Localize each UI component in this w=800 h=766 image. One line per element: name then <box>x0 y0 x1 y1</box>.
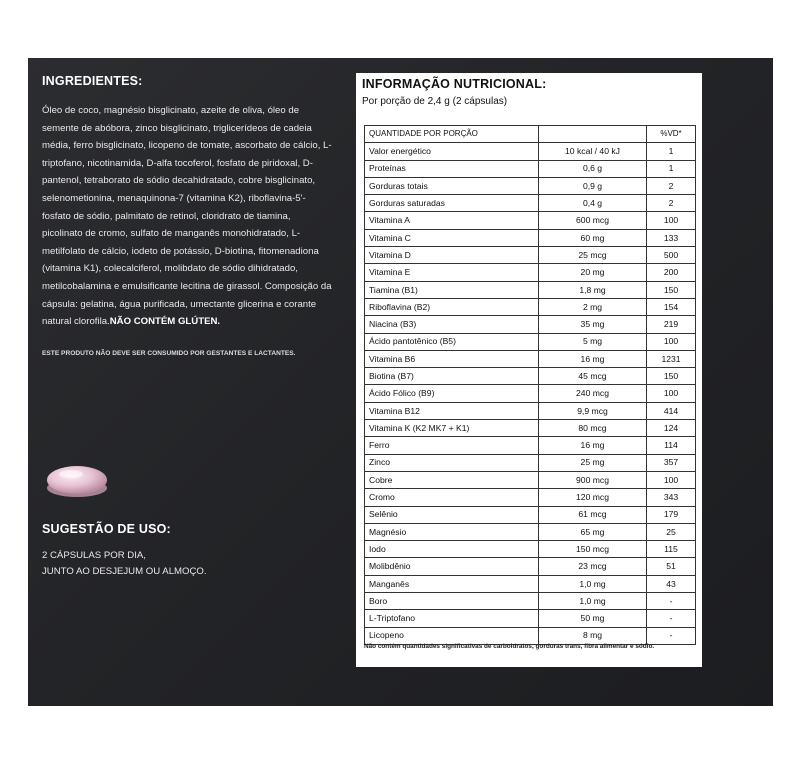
nutrient-amount: 2 mg <box>539 298 647 315</box>
nutrition-table <box>364 125 696 645</box>
ingredients-list: Óleo de coco, magnésio bisglicinato, azeite de oliva, óleo de semente de abóbora, zinco bisglicinato, triglicerídeos de cadeia média, ferro bisglicinato, licopeno de tomate, ascorbato de cálcio, L-triptofano, nicotinamida, D-alfa tocoferol, fosfato de piridoxal, D-pantenol, tetraborato de sódio decahidratado, cobre bisglicinato, selenometionina, menaquinona-7 (vitamina K2), riboflavina-5'-fosfato de sódio, palmitato de retinol, cloridrato de tiamina, picolinato de cromo, sulfato de manganês monohidratado, L-metilfolato de cálcio, iodeto de potássio, D-biotina, fitomenadiona (vitamina K1), colecalciferol, molibdato de sódio dihidratado, metilcobalamina e emulsificante lecitina de girassol. Composição da cápsula: gelatina, água purificada, umectante glicerina e corante natural clorofila. <box>42 105 332 328</box>
nutrient-amount: 35 mg <box>539 316 647 333</box>
nutrient-amount: 1,0 mg <box>539 593 647 610</box>
nutrition-row <box>365 402 696 419</box>
nutrient-amount: 25 mg <box>539 454 647 471</box>
nutrition-footnote: Não contém quantidades significativas de carboidratos, gorduras trans, fibra alimentar e sódio. <box>364 643 655 650</box>
nutrition-row <box>365 489 696 506</box>
nutrient-amount: 0,6 g <box>539 160 647 177</box>
nutrient-name: Cobre <box>365 471 539 488</box>
nutrition-row <box>365 264 696 281</box>
nutrient-vd: 25 <box>647 523 696 540</box>
header-label: QUANTIDADE POR PORÇÃO <box>365 126 539 143</box>
nutrient-amount: 5 mg <box>539 333 647 350</box>
nutrient-amount: 61 mcg <box>539 506 647 523</box>
nutrient-amount: 45 mcg <box>539 368 647 385</box>
nutrient-name: Ácido pantotênico (B5) <box>365 333 539 350</box>
nutrient-vd: 1 <box>647 143 696 160</box>
nutrition-row <box>365 177 696 194</box>
nutrient-vd: - <box>647 627 696 644</box>
nutrient-name: Niacina (B3) <box>365 316 539 333</box>
nutrient-name: L-Triptofano <box>365 610 539 627</box>
nutrient-name: Manganês <box>365 575 539 592</box>
nutrition-row <box>365 437 696 454</box>
nutrition-row <box>365 471 696 488</box>
nutrient-name: Vitamina E <box>365 264 539 281</box>
nutrient-name: Vitamina B12 <box>365 402 539 419</box>
nutrient-vd: 1 <box>647 160 696 177</box>
nutrient-name: Gorduras totais <box>365 177 539 194</box>
nutrient-vd: 100 <box>647 385 696 402</box>
nutrient-vd: 200 <box>647 264 696 281</box>
header-amount <box>539 126 647 143</box>
nutrition-row <box>365 420 696 437</box>
nutrient-name: Biotina (B7) <box>365 368 539 385</box>
nutrient-vd: 100 <box>647 333 696 350</box>
nutrient-vd: 357 <box>647 454 696 471</box>
nutrition-row <box>365 316 696 333</box>
nutrition-row <box>365 385 696 402</box>
nutrient-vd: 414 <box>647 402 696 419</box>
nutrient-vd: 124 <box>647 420 696 437</box>
nutrient-vd: 150 <box>647 281 696 298</box>
nutrient-name: Iodo <box>365 541 539 558</box>
nutrition-row <box>365 506 696 523</box>
nutrient-amount: 80 mcg <box>539 420 647 437</box>
nutrition-row <box>365 298 696 315</box>
nutrient-amount: 120 mcg <box>539 489 647 506</box>
nutrition-row <box>365 610 696 627</box>
nutrition-row <box>365 454 696 471</box>
serving-size: Por porção de 2,4 g (2 cápsulas) <box>362 96 508 107</box>
nutrition-row <box>365 541 696 558</box>
usage-title: SUGESTÃO DE USO: <box>42 522 171 536</box>
nutrient-name: Vitamina D <box>365 247 539 264</box>
nutrient-amount: 600 mcg <box>539 212 647 229</box>
nutrition-row <box>365 593 696 610</box>
nutrient-vd: - <box>647 593 696 610</box>
nutrient-amount: 0,9 g <box>539 177 647 194</box>
nutrient-amount: 16 mg <box>539 437 647 454</box>
nutrition-facts-panel <box>356 73 702 667</box>
nutrient-name: Vitamina A <box>365 212 539 229</box>
nutrient-name: Ácido Fólico (B9) <box>365 385 539 402</box>
ingredients-title: INGREDIENTES: <box>42 74 143 88</box>
nutrient-vd: 2 <box>647 177 696 194</box>
nutrient-name: Selênio <box>365 506 539 523</box>
nutrient-vd: 343 <box>647 489 696 506</box>
warning-text: ESTE PRODUTO NÃO DEVE SER CONSUMIDO POR GESTANTES E LACTANTES. <box>42 349 296 357</box>
usage-line-1: 2 CÁPSULAS POR DIA, <box>42 550 146 561</box>
nutrient-name: Riboflavina (B2) <box>365 298 539 315</box>
nutrient-vd: 133 <box>647 229 696 246</box>
nutrient-amount: 1,0 mg <box>539 575 647 592</box>
nutrition-row <box>365 229 696 246</box>
nutrient-vd: 500 <box>647 247 696 264</box>
nutrition-row <box>365 333 696 350</box>
nutrient-amount: 9,9 mcg <box>539 402 647 419</box>
nutrition-row <box>365 195 696 212</box>
nutrient-amount: 65 mg <box>539 523 647 540</box>
usage-line-2: JUNTO AO DESJEJUM OU ALMOÇO. <box>42 566 207 577</box>
nutrient-name: Licopeno <box>365 627 539 644</box>
nutrient-name: Zinco <box>365 454 539 471</box>
nutrient-amount: 23 mcg <box>539 558 647 575</box>
capsule-icon <box>44 460 110 500</box>
usage-section <box>42 522 332 580</box>
nutrient-vd: - <box>647 610 696 627</box>
nutrient-vd: 154 <box>647 298 696 315</box>
nutrient-vd: 1231 <box>647 350 696 367</box>
ingredients-text <box>42 102 332 331</box>
nutrient-name: Vitamina C <box>365 229 539 246</box>
nutrition-row <box>365 523 696 540</box>
nutrient-amount: 150 mcg <box>539 541 647 558</box>
nutrient-name: Cromo <box>365 489 539 506</box>
nutrition-row <box>365 368 696 385</box>
nutrient-amount: 16 mg <box>539 350 647 367</box>
nutrient-amount: 240 mcg <box>539 385 647 402</box>
ingredients-section <box>42 74 332 359</box>
nutrient-vd: 219 <box>647 316 696 333</box>
nutrient-vd: 115 <box>647 541 696 558</box>
nutrient-amount: 10 kcal / 40 kJ <box>539 143 647 160</box>
nutrient-amount: 1,8 mg <box>539 281 647 298</box>
nutrition-table-header <box>365 126 696 143</box>
nutrient-name: Ferro <box>365 437 539 454</box>
nutrition-row <box>365 143 696 160</box>
nutrient-vd: 100 <box>647 471 696 488</box>
nutrient-name: Gorduras saturadas <box>365 195 539 212</box>
gluten-note: NÃO CONTÉM GLÚTEN. <box>109 316 221 328</box>
nutrient-amount: 50 mg <box>539 610 647 627</box>
nutrition-row <box>365 281 696 298</box>
nutrition-row <box>365 558 696 575</box>
nutrient-amount: 8 mg <box>539 627 647 644</box>
nutrient-vd: 114 <box>647 437 696 454</box>
nutrient-name: Vitamina B6 <box>365 350 539 367</box>
nutrient-amount: 25 mcg <box>539 247 647 264</box>
nutrient-amount: 0,4 g <box>539 195 647 212</box>
nutrient-name: Valor energético <box>365 143 539 160</box>
nutrition-title: INFORMAÇÃO NUTRICIONAL: <box>362 77 547 91</box>
nutrient-vd: 100 <box>647 212 696 229</box>
nutrient-name: Vitamina K (K2 MK7 + K1) <box>365 420 539 437</box>
nutrient-vd: 2 <box>647 195 696 212</box>
nutrient-amount: 900 mcg <box>539 471 647 488</box>
nutrient-name: Molibdênio <box>365 558 539 575</box>
header-vd: %VD* <box>647 126 696 143</box>
nutrient-name: Tiamina (B1) <box>365 281 539 298</box>
nutrient-vd: 51 <box>647 558 696 575</box>
nutrient-vd: 179 <box>647 506 696 523</box>
nutrition-row <box>365 350 696 367</box>
nutrient-amount: 20 mg <box>539 264 647 281</box>
nutrient-vd: 43 <box>647 575 696 592</box>
nutrition-row <box>365 247 696 264</box>
nutrient-name: Magnésio <box>365 523 539 540</box>
nutrient-name: Proteínas <box>365 160 539 177</box>
nutrition-row <box>365 212 696 229</box>
nutrient-amount: 60 mg <box>539 229 647 246</box>
nutrient-vd: 150 <box>647 368 696 385</box>
nutrition-row <box>365 575 696 592</box>
nutrition-row <box>365 160 696 177</box>
nutrient-name: Boro <box>365 593 539 610</box>
